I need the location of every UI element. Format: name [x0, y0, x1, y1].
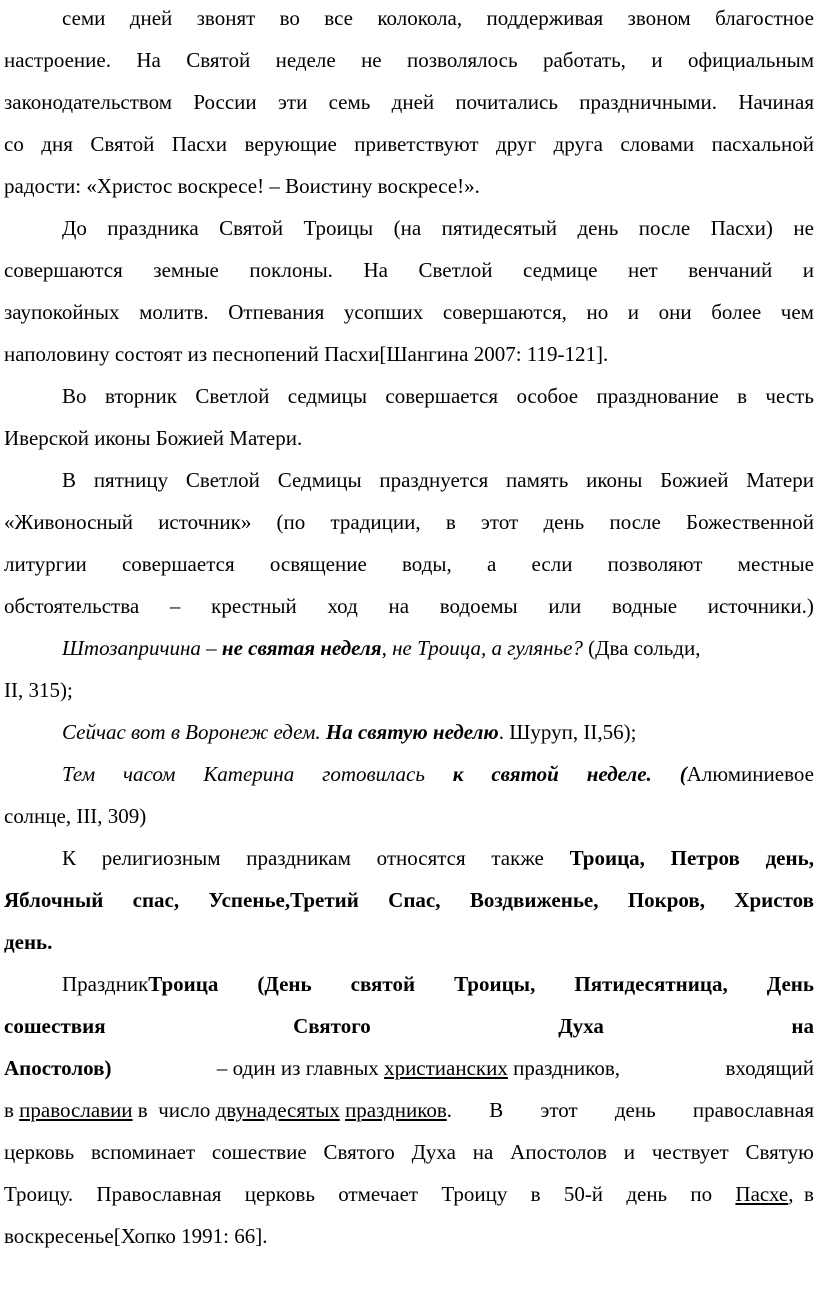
bold-word: Пятидесятница, — [574, 972, 728, 996]
word: На — [136, 48, 161, 72]
text-line — [4, 963, 814, 1006]
word: Седмицы — [277, 468, 362, 492]
text-line: Иверской иконы Божией Матери. — [4, 426, 303, 450]
word: Светлой — [195, 384, 270, 408]
bold-word: святой — [350, 972, 416, 996]
word: Успенье,Третий — [208, 888, 359, 912]
word: особое — [516, 384, 579, 408]
word: пятидесятый — [441, 216, 558, 240]
quote-source: (Два сольди, — [582, 636, 701, 660]
text-segment — [217, 1047, 620, 1090]
word: праздникам — [246, 846, 351, 870]
word: седмицы — [287, 384, 367, 408]
word: «Живоносный — [4, 510, 133, 534]
word: К — [62, 846, 77, 870]
word: праздника — [107, 216, 199, 240]
bold-word: Петров — [670, 846, 740, 870]
word: Православная — [96, 1182, 222, 1206]
word: Воздвиженье, — [469, 888, 599, 912]
word: приветствуют — [354, 132, 479, 156]
word: Христов — [734, 888, 814, 912]
quote-emphasis-word: неделе. — [586, 762, 652, 786]
word: дней — [129, 6, 173, 30]
word: звонят — [196, 6, 256, 30]
word: – — [169, 594, 181, 618]
word: настроение. — [4, 48, 111, 72]
word: этот — [540, 1098, 578, 1122]
word: друга — [553, 132, 603, 156]
word: друг — [496, 132, 537, 156]
word: России — [193, 90, 257, 114]
link-orthodoxy[interactable]: православии — [19, 1098, 133, 1122]
word: (на — [393, 216, 422, 240]
word: ход — [327, 594, 358, 618]
text-line — [4, 543, 814, 586]
word: Светлой — [418, 258, 493, 282]
word: 50-й — [563, 1182, 604, 1206]
quote-emphasis-word: святой — [491, 762, 559, 786]
quote-source-line: солнце, III, 309) — [4, 804, 147, 828]
word: дней — [391, 90, 435, 114]
text: . — [446, 1098, 453, 1122]
holiday-names — [148, 963, 814, 1006]
quote-line — [4, 753, 814, 796]
word: словами — [620, 132, 695, 156]
quote-word: Катерина — [203, 762, 295, 786]
word: На — [363, 258, 388, 282]
word: земные — [153, 258, 219, 282]
word: и — [802, 258, 814, 282]
text-line — [4, 1047, 814, 1090]
word: Во — [62, 384, 87, 408]
word: Пасхи) — [710, 216, 773, 240]
word: Троицу. — [4, 1182, 74, 1206]
word: Божией — [660, 468, 729, 492]
word: Матери — [746, 468, 814, 492]
word: Духа — [411, 1140, 456, 1164]
word: после — [638, 216, 691, 240]
link-twelve-great[interactable]: двунадесятых — [215, 1098, 340, 1122]
word: но — [586, 300, 609, 324]
text: – один из главных — [216, 1056, 385, 1080]
word: совершаются — [4, 258, 123, 282]
text-line — [4, 81, 814, 124]
word: по — [690, 1182, 713, 1206]
word: входящий — [725, 1056, 814, 1080]
text: , в — [788, 1182, 814, 1206]
bold-word: (День — [257, 972, 312, 996]
word: в — [737, 384, 747, 408]
bold-word: Троицы, — [454, 972, 536, 996]
word: обстоятельства — [4, 594, 140, 618]
word: также — [491, 846, 544, 870]
word: совершается — [121, 552, 235, 576]
word: и — [651, 48, 663, 72]
text-line — [4, 0, 814, 40]
link-easter[interactable]: Пасхе — [735, 1182, 789, 1206]
word: Праздник — [62, 972, 149, 996]
word: пятницу — [93, 468, 169, 492]
bold-word: День — [766, 972, 814, 996]
word: работать, — [542, 48, 626, 72]
link-christian[interactable]: христианских — [384, 1056, 508, 1080]
text-line — [4, 501, 814, 544]
word: В — [62, 468, 77, 492]
word: день — [577, 216, 619, 240]
word: в — [530, 1182, 541, 1206]
word: водоемы — [439, 594, 518, 618]
bold-line — [4, 879, 814, 922]
text-line — [4, 39, 814, 82]
word: Святого — [323, 1140, 395, 1164]
word: совершается — [385, 384, 499, 408]
word: Отпевания — [228, 300, 325, 324]
word: (по — [276, 510, 306, 534]
quote-source — [680, 753, 814, 796]
word: а — [486, 552, 497, 576]
quote-emphasis-word: ( — [679, 762, 687, 786]
quote-emphasis-word: к — [452, 762, 464, 786]
word: относятся — [376, 846, 466, 870]
word: церковь — [244, 1182, 315, 1206]
bold-word: день, — [765, 846, 814, 870]
word: почитались — [455, 90, 558, 114]
word: Начиная — [738, 90, 814, 114]
text-line — [4, 837, 814, 880]
word: день — [626, 1182, 668, 1206]
word: со — [4, 132, 24, 156]
quote-line — [4, 627, 814, 670]
word: Духа — [558, 1014, 604, 1038]
word: нет — [627, 258, 658, 282]
word: этот — [480, 510, 519, 534]
word: и — [627, 300, 640, 324]
text-line: воскресенье[Хопко 1991: 66]. — [4, 1224, 268, 1248]
quote-text: Штозапричина – — [62, 636, 222, 660]
word: Божественной — [686, 510, 814, 534]
word: седмице — [523, 258, 598, 282]
text-line: радости: «Христос воскресе! – Воистину воскресе!». — [4, 174, 480, 198]
word: дня — [41, 132, 73, 156]
word: вторник — [104, 384, 177, 408]
word: венчаний — [688, 258, 773, 282]
word: в — [445, 510, 456, 534]
word: Святую — [745, 1140, 814, 1164]
quote-text: Сейчас вот в Воронеж едем. — [62, 720, 326, 744]
text-line — [4, 249, 814, 292]
text-line — [4, 1173, 814, 1216]
word: православная — [692, 1098, 814, 1122]
word: Светлой — [185, 468, 260, 492]
word: усопших — [343, 300, 424, 324]
word: Троицы — [303, 216, 374, 240]
word: празднуется — [379, 468, 489, 492]
word: Покров, — [627, 888, 705, 912]
quote-source-line: II, 315); — [4, 678, 73, 702]
bold-word: Апостолов) — [4, 1056, 112, 1080]
word: сошествие — [211, 1140, 307, 1164]
word: неделе — [275, 48, 336, 72]
word: законодательством — [4, 90, 173, 114]
word: местные — [737, 552, 814, 576]
word: день — [614, 1098, 656, 1122]
word: отмечает — [338, 1182, 419, 1206]
text-line — [4, 459, 814, 502]
quote-emphasis: На святую неделю — [325, 720, 499, 744]
text-line — [4, 207, 814, 250]
word: Святого — [293, 1014, 371, 1038]
word: семи — [62, 6, 106, 30]
word: день — [543, 510, 585, 534]
word: праздничными. — [579, 90, 718, 114]
bold-line — [4, 1005, 814, 1048]
word: если — [531, 552, 573, 576]
word: церковь — [4, 1140, 75, 1164]
word: верующие — [244, 132, 337, 156]
word: Святой — [90, 132, 155, 156]
word: честь — [765, 384, 814, 408]
word: эти — [277, 90, 308, 114]
quote-source: . Шуруп, II,56); — [498, 720, 637, 744]
text: в число — [132, 1098, 216, 1122]
word: Яблочный — [4, 888, 104, 912]
word: более — [711, 300, 762, 324]
word: Апостолов — [510, 1140, 607, 1164]
word: официальным — [687, 48, 814, 72]
word: не — [793, 216, 814, 240]
word: религиозным — [101, 846, 221, 870]
text: в — [4, 1098, 20, 1122]
word: В — [489, 1098, 504, 1122]
word: совершаются, — [442, 300, 567, 324]
text-segment — [4, 1089, 452, 1132]
word: источник» — [158, 510, 252, 534]
word: традиции, — [330, 510, 421, 534]
word: память — [506, 468, 569, 492]
word: До — [62, 216, 87, 240]
word: на — [791, 1014, 814, 1038]
word: на — [388, 594, 410, 618]
word: пасхальной — [711, 132, 814, 156]
word: звоном — [627, 6, 691, 30]
word: благостное — [715, 6, 814, 30]
link-feasts[interactable]: праздников — [345, 1098, 447, 1122]
text-segment — [735, 1173, 814, 1216]
word: источники.) — [707, 594, 814, 618]
text-line — [4, 1089, 814, 1132]
word: Святой — [219, 216, 284, 240]
word: празднование — [596, 384, 719, 408]
text-line — [4, 291, 814, 334]
quote-source-text: Алюминиевое — [686, 762, 814, 786]
text: праздников, — [507, 1056, 621, 1080]
word: Пасхи — [171, 132, 228, 156]
word: поддерживая — [486, 6, 604, 30]
word: позволялось — [407, 48, 518, 72]
word: иконы — [586, 468, 643, 492]
word: на — [472, 1140, 494, 1164]
bold-line: день. — [4, 930, 53, 954]
text-line — [4, 585, 814, 628]
word: чем — [780, 300, 814, 324]
word: во — [279, 6, 300, 30]
word: Спас, — [388, 888, 441, 912]
quote-word: Тем — [62, 762, 96, 786]
word: поклоны. — [249, 258, 333, 282]
text-line — [4, 123, 814, 166]
bold-word: Троица — [148, 972, 219, 996]
word: все — [324, 6, 353, 30]
text-line — [4, 375, 814, 418]
word: сошествия — [4, 1014, 106, 1038]
quote-line — [4, 711, 814, 754]
word: семь — [328, 90, 371, 114]
quote-text: , не Троица, а гулянье? — [381, 636, 583, 660]
word: Троицу — [441, 1182, 508, 1206]
word: заупокойных — [4, 300, 120, 324]
word: спас, — [132, 888, 180, 912]
word: Святой — [186, 48, 251, 72]
word: чествует — [651, 1140, 729, 1164]
text-line: наполовину состоят из песнопений Пасхи[Шангина 2007: 119-121]. — [4, 342, 609, 366]
word: крестный — [211, 594, 297, 618]
word: они — [658, 300, 692, 324]
word: колокола, — [377, 6, 463, 30]
quote-word: готовилась — [322, 762, 425, 786]
word: и — [623, 1140, 636, 1164]
quote-emphasis: не святая неделя — [221, 636, 382, 660]
word: литургии — [4, 552, 87, 576]
bold-word: Троица, — [569, 846, 645, 870]
word: после — [609, 510, 661, 534]
word: молитв. — [139, 300, 209, 324]
word: не — [361, 48, 382, 72]
word: воды, — [402, 552, 452, 576]
word: или — [548, 594, 582, 618]
text-line — [4, 1131, 814, 1174]
word: освящение — [269, 552, 367, 576]
word: вспоминает — [91, 1140, 196, 1164]
word: водные — [612, 594, 678, 618]
quote-word: часом — [123, 762, 176, 786]
word: позволяют — [607, 552, 703, 576]
